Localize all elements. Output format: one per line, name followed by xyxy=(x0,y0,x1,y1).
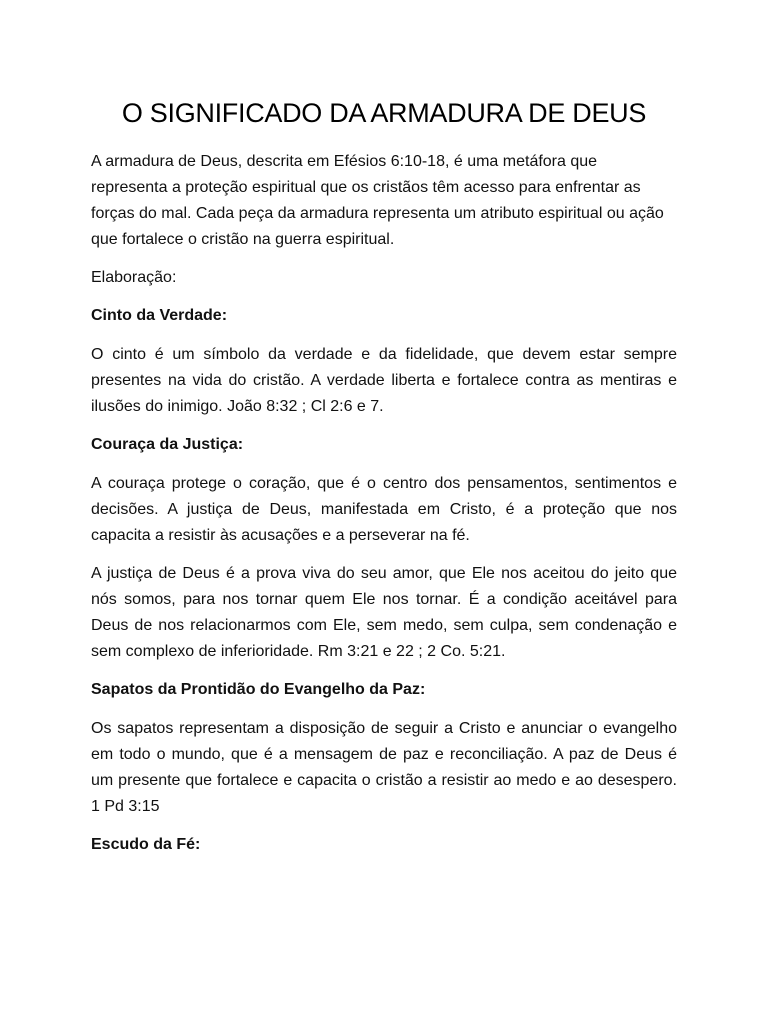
intro-paragraph: A armadura de Deus, descrita em Efésios 6:10-18, é uma metáfora que representa a proteção espiritual que os cristãos têm acesso para enfrentar as forças do mal. Cada peça da armadura representa um atributo espiritual ou ação que fortalece o cristão na guerra espiritual. xyxy=(91,153,664,248)
section-paragraph-sapatos: Os sapatos representam a disposição de seguir a Cristo e anunciar o evangelho em todo o mundo, que é a mensagem de paz e reconciliação. A paz de Deus é um presente que fortalece e capacita o cristão a resistir ao medo e ao desespero. 1 Pd 3:15 xyxy=(91,720,677,815)
section-heading-cinto: Cinto da Verdade: xyxy=(91,307,228,324)
document-title: O SIGNIFICADO DA ARMADURA DE DEUS xyxy=(121,98,647,128)
section-heading-sapatos: Sapatos da Prontidão do Evangelho da Paz: xyxy=(91,681,426,698)
section-heading-escudo: Escudo da Fé: xyxy=(91,836,201,853)
section-paragraph-cinto: O cinto é um símbolo da verdade e da fidelidade, que devem estar sempre presentes na vida do cristão. A verdade liberta e fortalece contra as mentiras e ilusões do inimigo. João 8:32 ; Cl 2:6 e 7. xyxy=(91,346,677,415)
elaboration-label: Elaboração: xyxy=(91,269,177,286)
section-paragraph-couraca-2: A justiça de Deus é a prova viva do seu amor, que Ele nos aceitou do jeito que nós somos, para nos tornar quem Ele nos tornar. É a condição aceitável para Deus de nos relacionarmos com Ele, sem medo, sem culpa, sem condenação e sem complexo de inferioridade. Rm 3:21 e 22 ; 2 Co. 5:21. xyxy=(91,565,677,660)
section-heading-couraca: Couraça da Justiça: xyxy=(91,436,244,453)
section-paragraph-couraca-1: A couraça protege o coração, que é o centro dos pensamentos, sentimentos e decisões. A justiça de Deus, manifestada em Cristo, é a proteção que nos capacita a resistir às acusações e a perseverar na fé. xyxy=(91,475,677,544)
